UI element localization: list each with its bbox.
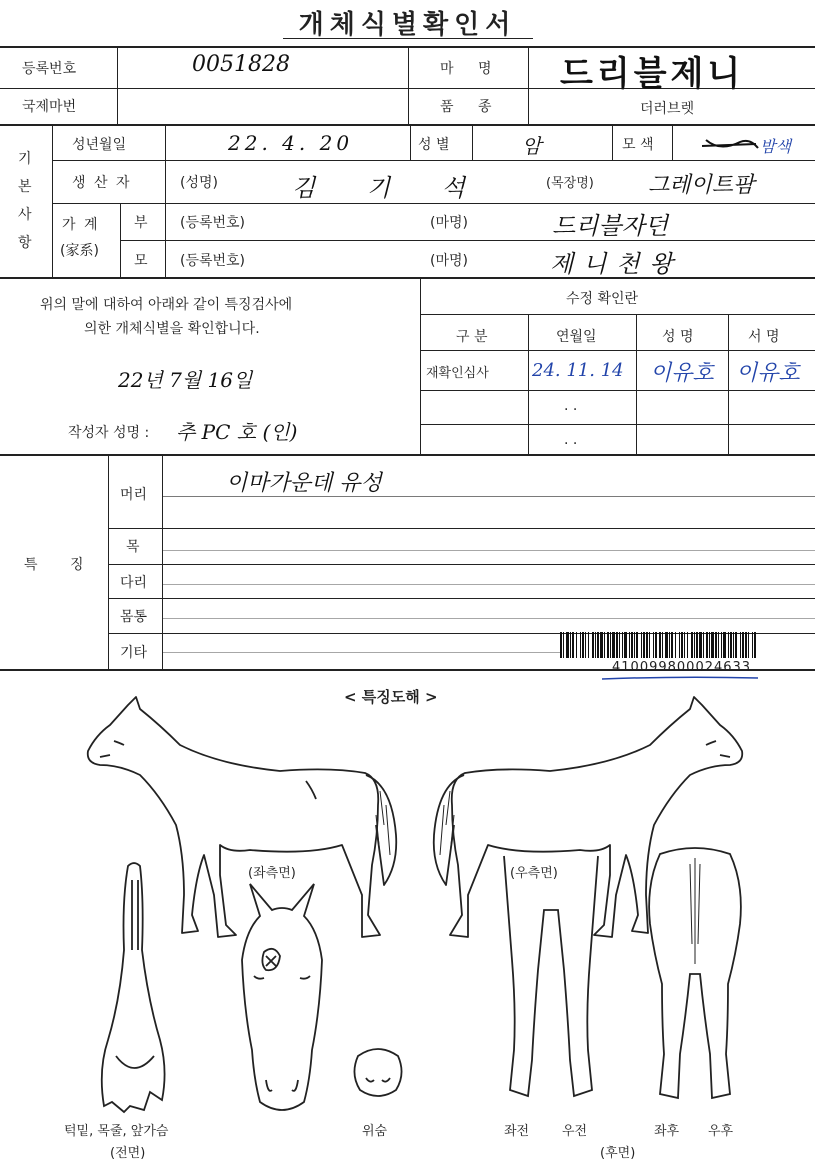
title-underline	[283, 38, 533, 39]
breed-value: 더러브렛	[640, 101, 695, 117]
col-divider	[108, 456, 109, 669]
barcode-bar	[607, 632, 609, 658]
hindlegs-drawing	[640, 844, 750, 1110]
barcode-bar	[631, 632, 633, 658]
row-divider	[108, 598, 815, 599]
barcode-bar	[616, 632, 618, 658]
barcode-bar	[735, 632, 737, 658]
barcode-bar	[691, 632, 693, 658]
barcode-bar	[703, 632, 704, 658]
barcode-bar	[721, 632, 722, 658]
producer-label: 생 산 자	[72, 175, 132, 191]
barcode-bar	[653, 632, 654, 658]
horse-name-value: 드리블제니	[560, 54, 745, 94]
barcode-bar	[634, 632, 635, 658]
color-label: 모 색	[622, 137, 654, 153]
horse-front-drawing	[90, 860, 180, 1115]
producer-name-label: (성명)	[180, 175, 218, 191]
barcode-bar	[566, 632, 569, 658]
barcode-bar	[669, 632, 670, 658]
barcode-bar	[718, 632, 719, 658]
col-divider	[120, 203, 121, 277]
col-divider	[472, 124, 473, 160]
barcode-bar	[585, 632, 586, 658]
col-divider	[165, 124, 166, 203]
right-side-caption: (우측면)	[510, 866, 558, 881]
section-label-char: 기	[18, 151, 32, 167]
section-label-char: 항	[18, 235, 32, 251]
sire-label: 부	[134, 215, 148, 231]
barcode-bar	[706, 632, 708, 658]
barcode-bar	[572, 632, 574, 658]
rear-sub-caption: (후면)	[600, 1146, 636, 1161]
horse-name-label: 마 명	[440, 61, 502, 77]
barcode-bar	[711, 632, 714, 658]
barcode-bar	[694, 632, 695, 658]
row-divider	[420, 314, 815, 315]
row-divider	[52, 160, 815, 161]
barcode-bar	[570, 632, 571, 658]
feature-value-head: 이마가운데 유성	[226, 471, 382, 496]
barcode-bar	[600, 632, 603, 658]
birth-label: 성년월일	[72, 137, 127, 153]
amend-row-date: . .	[564, 432, 578, 448]
writer-signature: 추 PC 호 (인)	[176, 420, 298, 444]
amend-title: 수정 확인란	[566, 291, 639, 307]
ranch-label: (목장명)	[546, 176, 594, 191]
barcode-bar	[580, 632, 581, 658]
features-label: 특 징	[24, 557, 98, 573]
row-divider	[108, 564, 815, 565]
barcode-bar	[745, 632, 747, 658]
sire-name-label: (마명)	[430, 215, 468, 231]
writing-line	[162, 618, 815, 619]
barcode-bar	[748, 632, 749, 658]
diagram-title: < 특징도해 >	[344, 688, 438, 706]
statement-line1: 위의 말에 대하여 아래와 같이 특징검사에	[40, 297, 293, 313]
feature-part-body: 몸통	[120, 609, 148, 625]
col-divider	[636, 314, 637, 454]
barcode-bar	[659, 632, 661, 658]
col-divider	[528, 46, 529, 124]
barcode-bar	[709, 632, 710, 658]
writer-label: 작성자 성명 :	[68, 425, 150, 441]
col-divider	[672, 124, 673, 160]
barcode-bar	[679, 632, 680, 658]
front-sub-caption: (전면)	[110, 1146, 146, 1161]
barcode-bar	[576, 632, 577, 658]
col-divider	[612, 124, 613, 160]
dam-name-label: (마명)	[430, 253, 468, 269]
barcode-bar	[604, 632, 605, 658]
front-caption: 턱밑, 목줄, 앞가슴	[64, 1124, 169, 1139]
barcode-bar	[612, 632, 615, 658]
amend-row-sign: 이유호	[736, 361, 800, 386]
family-hanja: (家系)	[60, 243, 99, 259]
section-label-char: 본	[18, 179, 32, 195]
col-divider	[410, 124, 411, 160]
col-divider	[528, 314, 529, 454]
amend-header-name: 성 명	[662, 329, 694, 345]
producer-name-value: 김 기 석	[292, 174, 487, 202]
sex-value: 암	[522, 134, 542, 158]
barcode-bar	[662, 632, 663, 658]
barcode-bar	[641, 632, 642, 658]
col-divider	[162, 456, 163, 669]
barcode-bar	[646, 632, 648, 658]
sex-label: 성 별	[418, 137, 450, 153]
barcode-bar	[595, 632, 596, 658]
barcode-bar	[723, 632, 726, 658]
dam-label: 모	[134, 253, 148, 269]
barcode-bar	[592, 632, 594, 658]
row-divider	[0, 277, 815, 279]
writing-line	[162, 652, 562, 653]
barcode-graphic	[560, 632, 760, 662]
barcode-bar	[684, 632, 685, 658]
row-divider	[0, 454, 815, 456]
row-divider	[420, 424, 815, 425]
fore-left-caption: 좌전	[504, 1124, 530, 1139]
row-divider	[420, 390, 815, 391]
barcode-bar	[582, 632, 584, 658]
left-side-caption: (좌측면)	[248, 866, 296, 881]
amend-header-sign: 서 명	[748, 329, 780, 345]
barcode-bar	[671, 632, 673, 658]
ranch-value: 그레이트팜	[648, 173, 755, 198]
barcode-bar	[730, 632, 732, 658]
barcode-underline	[600, 674, 760, 682]
amend-row-date: 24. 11. 14	[532, 360, 624, 381]
barcode-bar	[733, 632, 734, 658]
barcode-bar	[655, 632, 657, 658]
intl-no-label: 국제마번	[22, 99, 77, 115]
color-value: 밤색	[760, 137, 791, 156]
feature-part-head: 머리	[120, 487, 148, 503]
amend-row-date: . .	[564, 398, 578, 414]
row-divider	[120, 240, 815, 241]
barcode-bar	[610, 632, 611, 658]
writing-line	[162, 550, 815, 551]
hind-left-caption: 좌후	[654, 1124, 680, 1139]
muzzle-drawing	[348, 1044, 408, 1104]
barcode-bar	[696, 632, 698, 658]
reg-no-label: 등록번호	[22, 61, 77, 77]
fore-right-caption: 우전	[562, 1124, 588, 1139]
barcode-bar	[643, 632, 645, 658]
row-divider	[52, 203, 815, 204]
row-divider	[0, 124, 815, 126]
barcode-bar	[629, 632, 630, 658]
sire-name-value: 드리블자던	[552, 212, 668, 240]
section-label-char: 사	[18, 207, 32, 223]
barcode-bar	[649, 632, 650, 658]
sire-reg-label: (등록번호)	[180, 215, 246, 231]
barcode-bar	[687, 632, 688, 658]
breed-label: 품 종	[440, 99, 502, 115]
barcode-bar	[681, 632, 683, 658]
dam-reg-label: (등록번호)	[180, 253, 246, 269]
barcode-bar	[742, 632, 744, 658]
family-label: 가 계	[62, 217, 100, 233]
amend-row-type: 재확인심사	[426, 366, 489, 381]
reg-no-value: 0051828	[192, 52, 290, 77]
row-divider	[108, 528, 815, 529]
col-divider	[117, 46, 118, 124]
dam-name-value: 제니천왕	[550, 250, 683, 278]
barcode-bar	[699, 632, 702, 658]
writing-line	[162, 584, 815, 585]
col-divider	[728, 314, 729, 454]
barcode-bar	[597, 632, 599, 658]
forelegs-drawing	[498, 850, 608, 1110]
muzzle-caption: 위숨	[362, 1124, 388, 1139]
barcode-bar	[624, 632, 627, 658]
barcode-bar	[740, 632, 741, 658]
confirm-date: 22년 7월 16일	[118, 368, 253, 392]
barcode-bar	[636, 632, 638, 658]
strikeout-mark	[700, 138, 760, 152]
feature-part-neck: 목	[126, 539, 140, 555]
document-title: 개체식별확인서	[298, 10, 517, 40]
barcode-bar	[752, 632, 753, 658]
barcode-bar	[563, 632, 564, 658]
barcode-number: 410099800024633	[612, 660, 752, 675]
barcode-bar	[754, 632, 756, 658]
statement-line2: 의한 개체식별을 확인합니다.	[84, 321, 260, 337]
barcode-bar	[675, 632, 676, 658]
barcode-bar	[665, 632, 668, 658]
col-divider	[165, 203, 166, 277]
barcode-bar	[715, 632, 717, 658]
birth-value: 22. 4. 20	[228, 131, 354, 155]
barcode-bar	[619, 632, 620, 658]
barcode-bar	[560, 632, 562, 658]
col-divider	[408, 46, 409, 124]
amend-header-type: 구 분	[456, 329, 488, 345]
amend-row-name: 이유호	[650, 361, 714, 386]
feature-part-other: 기타	[120, 645, 148, 661]
barcode-bar	[622, 632, 623, 658]
barcode-bar	[588, 632, 589, 658]
hind-right-caption: 우후	[708, 1124, 734, 1139]
col-divider	[420, 279, 421, 454]
feature-part-legs: 다리	[120, 575, 148, 591]
amend-header-date: 연월일	[556, 329, 597, 345]
barcode-bar	[728, 632, 729, 658]
horse-head-drawing	[236, 880, 328, 1120]
row-divider	[420, 350, 815, 351]
col-divider	[52, 124, 53, 277]
